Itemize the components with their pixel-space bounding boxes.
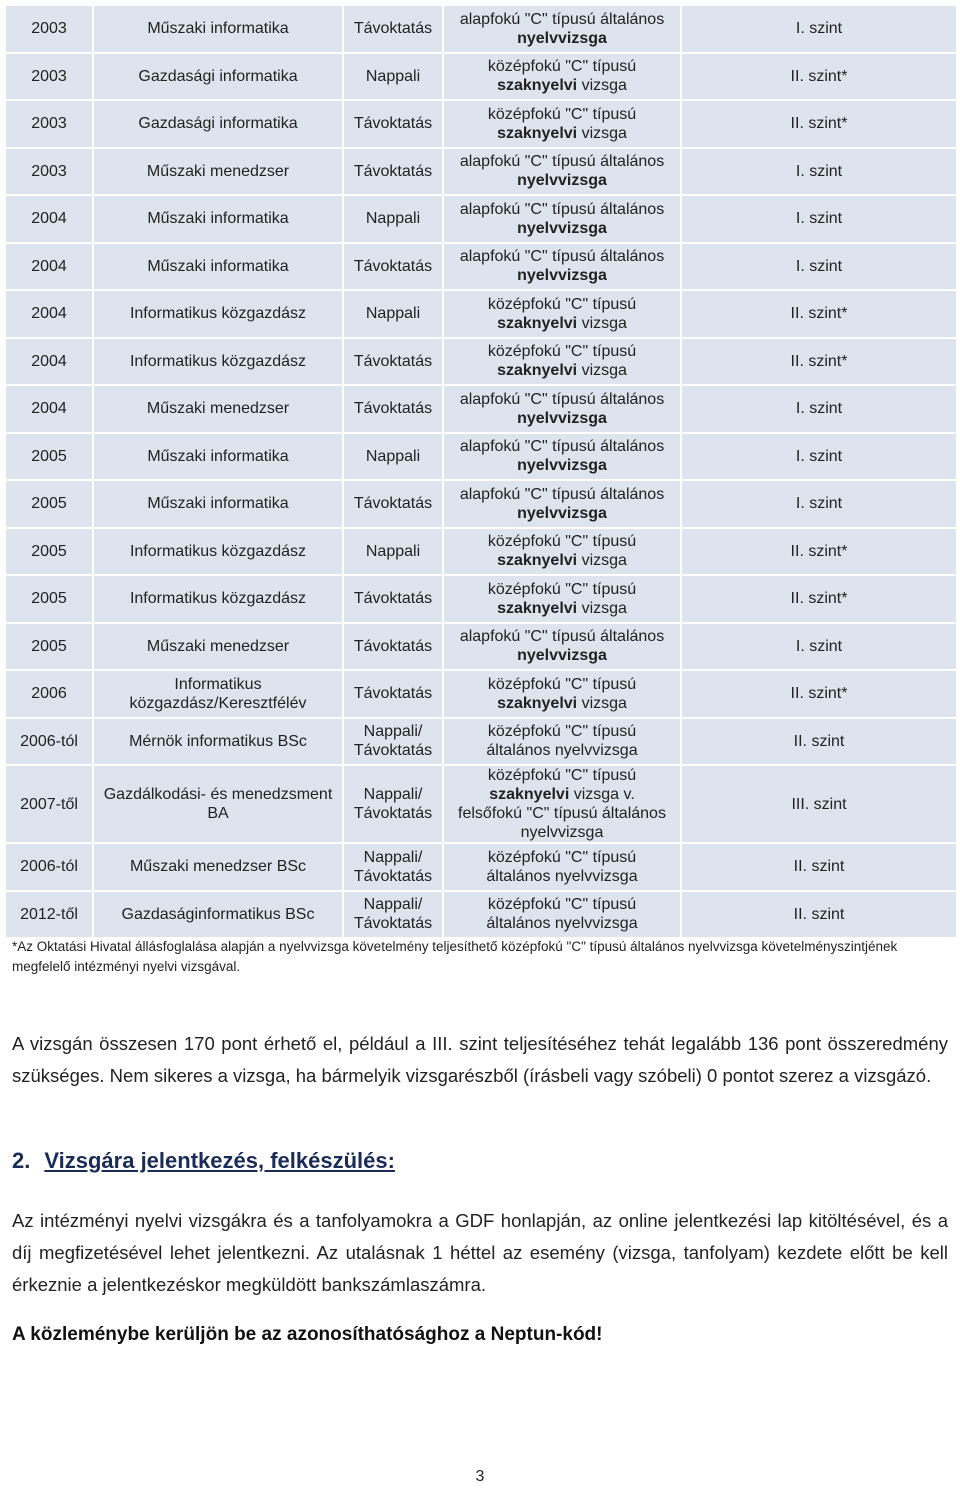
mode-cell: Nappali	[343, 528, 443, 576]
requirement-text: vizsga	[581, 124, 627, 142]
year-cell: 2005	[5, 528, 93, 576]
year-cell: 2003	[5, 100, 93, 148]
level-cell: II. szint*	[681, 338, 957, 386]
requirement-text: vizsga	[581, 599, 627, 617]
table-row	[5, 433, 957, 481]
section-title: Vizsgára jelentkezés, felkészülés:	[44, 1148, 395, 1173]
requirement-line: alapfokú "C" típusú általános	[459, 390, 665, 408]
program-cell: Műszaki informatika	[93, 433, 343, 481]
mode-cell: Távoktatás	[343, 623, 443, 671]
requirement-line: alapfokú "C" típusú általános	[459, 10, 665, 28]
mode-cell: Nappali/ Távoktatás	[343, 765, 443, 843]
program-cell: Műszaki informatika	[93, 195, 343, 243]
table-row	[5, 843, 957, 891]
requirement-cell	[443, 575, 681, 623]
table-row	[5, 528, 957, 576]
year-cell: 2003	[5, 148, 93, 196]
mode-cell: Nappali/ Távoktatás	[343, 891, 443, 939]
table-row	[5, 480, 957, 528]
requirement-text: vizsga v.	[573, 786, 635, 803]
requirement-cell	[443, 718, 681, 766]
requirement-line	[446, 914, 678, 933]
program-cell: Gazdasági informatika	[93, 53, 343, 101]
requirement-line: középfokú "C" típusú	[487, 295, 637, 313]
section-number: 2.	[12, 1148, 31, 1173]
level-cell: II. szint*	[681, 575, 957, 623]
level-cell: II. szint*	[681, 528, 957, 576]
requirement-text: vizsga	[581, 314, 627, 332]
requirement-line	[446, 646, 678, 665]
requirement-line	[446, 29, 678, 48]
requirement-cell	[443, 195, 681, 243]
requirement-line: középfokú "C" típusú	[487, 848, 637, 866]
mode-cell: Nappali/ Távoktatás	[343, 843, 443, 891]
table-row	[5, 100, 957, 148]
level-cell: II. szint*	[681, 53, 957, 101]
requirement-emphasis: nyelvvizsga	[517, 219, 607, 237]
program-cell: Műszaki menedzser	[93, 148, 343, 196]
table-row	[5, 718, 957, 766]
program-cell: Informatikus közgazdász	[93, 528, 343, 576]
requirement-emphasis: szaknyelvi	[497, 694, 578, 712]
requirement-emphasis: szaknyelvi	[497, 77, 578, 95]
requirement-line	[446, 599, 678, 618]
requirement-cell	[443, 338, 681, 386]
mode-cell: Távoktatás	[343, 338, 443, 386]
requirement-cell	[443, 243, 681, 291]
requirement-line: középfokú "C" típusú	[487, 580, 637, 598]
level-cell: I. szint	[681, 480, 957, 528]
requirement-cell	[443, 290, 681, 338]
year-cell: 2005	[5, 433, 93, 481]
mode-cell: Távoktatás	[343, 100, 443, 148]
requirement-emphasis: szaknyelvi	[497, 552, 578, 570]
requirement-cell	[443, 843, 681, 891]
table-row	[5, 575, 957, 623]
year-cell: 2006	[5, 670, 93, 718]
program-cell: Műszaki informatika	[93, 480, 343, 528]
year-cell: 2003	[5, 5, 93, 53]
program-cell: Műszaki informatika	[93, 243, 343, 291]
requirement-text: vizsga	[581, 694, 627, 712]
table-row	[5, 148, 957, 196]
requirement-line	[446, 694, 678, 713]
mode-cell: Távoktatás	[343, 5, 443, 53]
year-cell: 2005	[5, 575, 93, 623]
level-cell: I. szint	[681, 195, 957, 243]
requirement-line: alapfokú "C" típusú általános	[459, 200, 665, 218]
year-cell: 2004	[5, 385, 93, 433]
requirement-line	[446, 124, 678, 143]
level-cell: I. szint	[681, 385, 957, 433]
requirement-line	[446, 504, 678, 523]
mode-cell: Nappali	[343, 195, 443, 243]
requirement-line	[446, 867, 678, 886]
requirement-line	[446, 551, 678, 570]
requirements-table	[4, 4, 958, 939]
requirement-text: általános nyelvvizsga	[486, 867, 638, 885]
year-cell: 2003	[5, 53, 93, 101]
requirement-emphasis: szaknyelvi	[497, 362, 578, 380]
requirement-line: középfokú "C" típusú	[487, 767, 637, 784]
paragraph-registration: Az intézményi nyelvi vizsgákra és a tanfolyamokra a GDF honlapján, az online jelentkezési lap kitöltésével, és a díj megfizetésével lehet jelentkezni. Az utalásnak 1 héttel az esemény (vizsga, tanfolyam) kezdete előtt be kell érkeznie a jelentkezéskor megküldött bankszámlaszámra.	[12, 1210, 948, 1295]
requirement-text: vizsga	[581, 552, 627, 570]
program-cell: Gazdaságinformatikus BSc	[93, 891, 343, 939]
program-cell: Műszaki informatika	[93, 5, 343, 53]
requirement-line	[446, 741, 678, 760]
requirement-text: általános nyelvvizsga	[486, 915, 638, 933]
year-cell: 2006-tól	[5, 843, 93, 891]
table-row	[5, 338, 957, 386]
requirement-line: alapfokú "C" típusú általános	[459, 438, 665, 456]
requirement-emphasis: nyelvvizsga	[517, 409, 607, 427]
neptun-notice: A közleménybe kerüljön be az azonosíthatósághoz a Neptun-kód!	[12, 1324, 603, 1345]
requirement-line: középfokú "C" típusú	[487, 723, 637, 741]
level-cell: I. szint	[681, 243, 957, 291]
requirement-line: felsőfokú "C" típusú általános nyelvvizsga	[458, 805, 666, 841]
requirement-cell	[443, 100, 681, 148]
mode-cell: Nappali	[343, 290, 443, 338]
requirement-cell	[443, 385, 681, 433]
level-cell: III. szint	[681, 765, 957, 843]
requirement-line: középfokú "C" típusú	[487, 675, 637, 693]
year-cell: 2004	[5, 290, 93, 338]
table-row	[5, 670, 957, 718]
requirement-cell	[443, 670, 681, 718]
program-cell: Informatikus közgazdász	[93, 338, 343, 386]
requirement-line	[446, 785, 678, 804]
requirement-emphasis: nyelvvizsga	[517, 29, 607, 47]
level-cell: I. szint	[681, 5, 957, 53]
requirement-line	[446, 361, 678, 380]
level-cell: I. szint	[681, 433, 957, 481]
requirement-line: alapfokú "C" típusú általános	[459, 248, 665, 266]
year-cell: 2004	[5, 243, 93, 291]
level-cell: II. szint	[681, 843, 957, 891]
mode-cell: Távoktatás	[343, 148, 443, 196]
table-row	[5, 891, 957, 939]
level-cell: II. szint*	[681, 670, 957, 718]
mode-cell: Távoktatás	[343, 243, 443, 291]
requirement-line: középfokú "C" típusú	[487, 343, 637, 361]
year-cell: 2005	[5, 623, 93, 671]
table-row	[5, 765, 957, 843]
requirement-emphasis: szaknyelvi	[497, 124, 578, 142]
level-cell: II. szint*	[681, 100, 957, 148]
year-cell: 2005	[5, 480, 93, 528]
table-row	[5, 5, 957, 53]
requirement-cell	[443, 480, 681, 528]
requirement-cell	[443, 528, 681, 576]
year-cell: 2004	[5, 338, 93, 386]
requirement-cell	[443, 433, 681, 481]
requirement-line: alapfokú "C" típusú általános	[459, 485, 665, 503]
level-cell: I. szint	[681, 623, 957, 671]
requirement-text: vizsga	[581, 362, 627, 380]
year-cell: 2004	[5, 195, 93, 243]
mode-cell: Távoktatás	[343, 670, 443, 718]
requirement-line	[446, 76, 678, 95]
year-cell: 2007-től	[5, 765, 93, 843]
requirement-line	[446, 314, 678, 333]
year-cell: 2012-től	[5, 891, 93, 939]
table-row	[5, 243, 957, 291]
requirement-line	[446, 456, 678, 475]
requirement-line: középfokú "C" típusú	[487, 105, 637, 123]
table-row	[5, 290, 957, 338]
page-number: 3	[475, 1468, 485, 1485]
requirement-line: alapfokú "C" típusú általános	[459, 153, 665, 171]
requirement-line: középfokú "C" típusú	[487, 58, 637, 76]
level-cell: II. szint*	[681, 290, 957, 338]
requirement-cell	[443, 765, 681, 843]
level-cell: II. szint	[681, 891, 957, 939]
table-row	[5, 623, 957, 671]
program-cell: Informatikus közgazdász	[93, 290, 343, 338]
requirement-cell	[443, 623, 681, 671]
program-cell: Informatikus közgazdász	[93, 575, 343, 623]
program-cell: Gazdasági informatika	[93, 100, 343, 148]
program-cell: Műszaki menedzser	[93, 385, 343, 433]
requirement-line: középfokú "C" típusú	[487, 896, 637, 914]
paragraph-scoring: A vizsgán összesen 170 pont érhető el, például a III. szint teljesítéséhez tehát legalább 136 pont összeredmény szükséges. Nem sikeres a vizsga, ha bármelyik vizsgarészből (írásbeli vagy szóbeli) 0 pontot szerez a vizsgázó.	[12, 1033, 948, 1086]
mode-cell: Távoktatás	[343, 575, 443, 623]
requirement-cell	[443, 53, 681, 101]
requirement-cell	[443, 148, 681, 196]
requirement-line: középfokú "C" típusú	[487, 533, 637, 551]
requirement-emphasis: nyelvvizsga	[517, 267, 607, 285]
requirement-cell	[443, 5, 681, 53]
program-cell: Műszaki menedzser BSc	[93, 843, 343, 891]
requirement-line	[446, 409, 678, 428]
program-cell: Műszaki menedzser	[93, 623, 343, 671]
requirement-line	[446, 266, 678, 285]
requirement-emphasis: nyelvvizsga	[517, 504, 607, 522]
requirement-emphasis: szaknyelvi	[497, 599, 578, 617]
footnote: *Az Oktatási Hivatal állásfoglalása alapján a nyelvvizsga követelmény teljesíthető középfokú "C" típusú általános nyelvvizsga követelményszintjének megfelelő intézményi nyelvi vizsgával.	[12, 939, 898, 974]
requirement-cell	[443, 891, 681, 939]
requirements-table-wrap	[4, 4, 956, 939]
table-row	[5, 195, 957, 243]
requirement-text: általános nyelvvizsga	[486, 742, 638, 760]
level-cell: I. szint	[681, 148, 957, 196]
mode-cell: Nappali	[343, 433, 443, 481]
requirement-line: alapfokú "C" típusú általános	[459, 628, 665, 646]
table-row	[5, 385, 957, 433]
mode-cell: Nappali	[343, 53, 443, 101]
table-row	[5, 53, 957, 101]
mode-cell: Távoktatás	[343, 385, 443, 433]
year-cell: 2006-tól	[5, 718, 93, 766]
requirement-emphasis: szaknyelvi	[497, 314, 578, 332]
level-cell: II. szint	[681, 718, 957, 766]
requirement-emphasis: nyelvvizsga	[517, 457, 607, 475]
mode-cell: Nappali/ Távoktatás	[343, 718, 443, 766]
mode-cell: Távoktatás	[343, 480, 443, 528]
program-cell: Gazdálkodási- és menedzsment BA	[93, 765, 343, 843]
requirement-line	[446, 219, 678, 238]
requirement-emphasis: nyelvvizsga	[517, 647, 607, 665]
requirement-emphasis: nyelvvizsga	[517, 172, 607, 190]
requirement-line	[446, 171, 678, 190]
requirement-text: vizsga	[581, 77, 627, 95]
program-cell: Informatikus közgazdász/Keresztfélév	[93, 670, 343, 718]
program-cell: Mérnök informatikus BSc	[93, 718, 343, 766]
section-heading	[12, 1148, 395, 1174]
requirement-emphasis: szaknyelvi	[489, 786, 570, 803]
